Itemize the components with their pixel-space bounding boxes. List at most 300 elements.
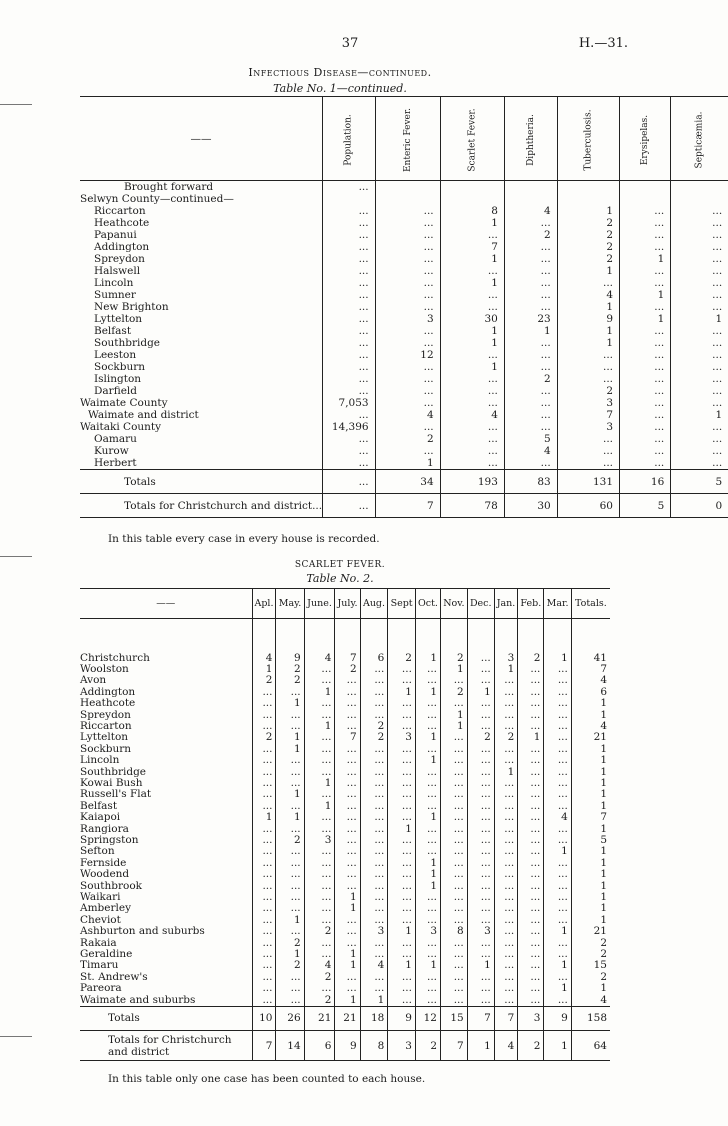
table1-row — [80, 193, 728, 205]
table2-cell: ... — [360, 835, 388, 846]
table2-cell: ... — [360, 778, 388, 789]
table2-cell: ... — [467, 801, 494, 812]
table2-cell: 1 — [415, 960, 440, 971]
table2-cell: 1 — [252, 812, 276, 823]
table2-cell: ... — [544, 938, 571, 949]
table1-place-name: Leeston — [94, 349, 137, 361]
margin-mark — [0, 556, 32, 557]
table2-cell: ... — [441, 744, 468, 755]
table2-row — [80, 869, 610, 880]
table2-place-name: Heathcote — [80, 697, 136, 710]
table1-cell: ... — [440, 289, 504, 301]
table2-spacer-cell — [360, 619, 388, 653]
table2-place-name: Kowai Bush — [80, 776, 143, 789]
table2-spacer-row — [80, 619, 610, 653]
table2-cell: ... — [518, 869, 544, 880]
table1-cell: 7 — [557, 409, 619, 421]
table2-cell: ... — [441, 755, 468, 766]
table2-cell: ... — [360, 858, 388, 869]
table2-cell: 4 — [360, 960, 388, 971]
table2-cell: ... — [276, 903, 304, 914]
table2-cell: ... — [494, 824, 518, 835]
table2-cell: 1 — [415, 812, 440, 823]
table2-row — [80, 983, 610, 994]
table2-spacer-cell — [276, 619, 304, 653]
table1-cell: ... — [440, 373, 504, 385]
table2-cell: ... — [518, 789, 544, 800]
table2-cell: 1 — [335, 892, 360, 903]
table2-cell: 1 — [571, 778, 610, 789]
table1-cell: 1 — [557, 301, 619, 313]
table1-cell: ... — [375, 289, 440, 301]
table1-cell: ... — [504, 277, 557, 289]
table2-cell: ... — [415, 949, 440, 960]
table2-cell: 1 — [571, 983, 610, 994]
table1-cell: 8 — [440, 205, 504, 217]
table2-cell: ... — [494, 744, 518, 755]
table2-row — [80, 721, 610, 732]
table2-cell: ... — [335, 869, 360, 880]
table2-cell: ... — [252, 824, 276, 835]
table2-place-name: Addington — [80, 685, 136, 698]
table2-cell: ... — [388, 744, 416, 755]
table2-cell: 1 — [467, 960, 494, 971]
table2-cell: 2 — [518, 653, 544, 664]
table2-cell: ... — [544, 744, 571, 755]
table2-place-name: Ashburton and suburbs — [80, 925, 205, 938]
table1-cell: ... — [323, 277, 375, 289]
table2-cell: ... — [304, 903, 335, 914]
table1-cell: 9 — [557, 313, 619, 325]
table2-cell: ... — [494, 949, 518, 960]
table1-cell: ... — [375, 445, 440, 457]
table2-cell: ... — [518, 835, 544, 846]
table2-cell: ... — [252, 881, 276, 892]
table2-cell: 1 — [304, 801, 335, 812]
table1-cell: ... — [557, 277, 619, 289]
table1-place-name: Totals — [80, 470, 323, 494]
table2-cell: 1 — [388, 824, 416, 835]
table2-cell: ... — [544, 664, 571, 675]
table2-cell: ... — [467, 675, 494, 686]
table1-cell: ... — [323, 181, 375, 194]
table1-cell: ... — [504, 361, 557, 373]
table2-cell: 1 — [415, 732, 440, 743]
table2-cell: ... — [360, 755, 388, 766]
table2-cell: ... — [441, 789, 468, 800]
table2-cell: ... — [544, 698, 571, 709]
table1-col-header: Erysipelas. — [620, 97, 671, 181]
table1-cell: ... — [620, 373, 671, 385]
table1-cell: ... — [620, 217, 671, 229]
table1-cell: 2 — [557, 253, 619, 265]
table1-cell: ... — [440, 397, 504, 409]
table2-cell: 21 — [571, 732, 610, 743]
table2-cell: ... — [467, 824, 494, 835]
table1-cell: ... — [671, 373, 728, 385]
table2-cell: 1 — [304, 721, 335, 732]
table2-cell: ... — [388, 858, 416, 869]
table2-cell: ... — [518, 675, 544, 686]
table2-row — [80, 755, 610, 766]
table1-cell: ... — [323, 385, 375, 397]
table2-place-name: Rangiora — [80, 822, 129, 835]
table1-cell: ... — [671, 325, 728, 337]
table2-cell: ... — [276, 881, 304, 892]
table2-col-header: Totals. — [571, 589, 610, 619]
table2-cell: ... — [518, 824, 544, 835]
table2-cell: ... — [415, 767, 440, 778]
table2-col-header: June. — [304, 589, 335, 619]
table2-cell: ... — [494, 881, 518, 892]
table2-cell: ... — [388, 721, 416, 732]
table1-place-name: Darfield — [94, 385, 137, 397]
table2-cell: 1 — [388, 687, 416, 698]
margin-mark — [0, 104, 32, 105]
table2-place-name: Totals for Christchurch and district — [80, 1031, 252, 1061]
table2-cell: ... — [360, 949, 388, 960]
table2-cell: 1 — [544, 983, 571, 994]
table2-cell: 1 — [415, 869, 440, 880]
table2-cell: ... — [494, 698, 518, 709]
table2-cell: ... — [494, 687, 518, 698]
table2-col-header: Apl. — [252, 589, 276, 619]
table2-cell: ... — [544, 995, 571, 1007]
table1-cell — [620, 193, 671, 205]
table2-cell: 2 — [415, 1031, 440, 1061]
table2-cell: ... — [494, 960, 518, 971]
table2-cell: ... — [276, 824, 304, 835]
table1-cell: 1 — [440, 277, 504, 289]
table1-cell: ... — [375, 337, 440, 349]
table2-cell: ... — [544, 949, 571, 960]
table1-place-name: Islington — [94, 373, 142, 385]
table1-cell: 83 — [504, 470, 557, 494]
table2-cell: ... — [276, 767, 304, 778]
table1-row — [80, 470, 728, 494]
table1-cell: 1 — [375, 457, 440, 470]
table2-spacer-cell — [335, 619, 360, 653]
table2-cell: ... — [441, 972, 468, 983]
table2-place-name: Amberley — [80, 902, 131, 915]
table2-cell: ... — [304, 710, 335, 721]
table1-cell: ... — [440, 265, 504, 277]
table2-cell: ... — [388, 949, 416, 960]
table2-cell: 21 — [335, 1007, 360, 1031]
table1-cell: 1 — [504, 325, 557, 337]
table2-cell: 1 — [441, 710, 468, 721]
table1-cell: ... — [504, 217, 557, 229]
table1-cell: 1 — [440, 325, 504, 337]
table2-col-header: Jan. — [494, 589, 518, 619]
table2-cell: ... — [388, 892, 416, 903]
table2-place-name: Belfast — [80, 799, 118, 812]
table2-cell: ... — [335, 755, 360, 766]
table2-cell: ... — [388, 710, 416, 721]
table2-cell: 18 — [360, 1007, 388, 1031]
table2-cell: ... — [304, 938, 335, 949]
table2-cell: ... — [252, 903, 276, 914]
table2-place-name: Southbrook — [80, 879, 143, 892]
table2-cell: 2 — [441, 687, 468, 698]
table2-cell: ... — [335, 789, 360, 800]
table2-cell: ... — [467, 869, 494, 880]
table2-cell: ... — [388, 664, 416, 675]
table2-cell: 3 — [360, 926, 388, 937]
table1-cell: ... — [375, 253, 440, 265]
table2-cell: ... — [252, 835, 276, 846]
table1-cell: ... — [440, 457, 504, 470]
table2-cell: ... — [415, 778, 440, 789]
table1-row — [80, 397, 728, 409]
table2-cell: ... — [441, 767, 468, 778]
table1-cell: ... — [375, 265, 440, 277]
table2-cell: ... — [518, 778, 544, 789]
table2-cell: ... — [335, 881, 360, 892]
table2-cell: 1 — [571, 698, 610, 709]
table2-cell: ... — [252, 789, 276, 800]
table1-cell: ... — [504, 289, 557, 301]
table1-cell: ... — [375, 361, 440, 373]
table1-cell: 16 — [620, 470, 671, 494]
table1-place-name: Spreydon — [94, 253, 145, 265]
table2-cell: 1 — [276, 732, 304, 743]
table1-cell: 0 — [671, 494, 728, 518]
table2-cell: 3 — [304, 835, 335, 846]
table1-cell: ... — [504, 241, 557, 253]
table2-cell: ... — [518, 983, 544, 994]
table2-cell: ... — [494, 972, 518, 983]
table1-cell: ... — [375, 397, 440, 409]
table1-cell: ... — [504, 301, 557, 313]
table2-cell: ... — [467, 835, 494, 846]
table2-cell: ... — [441, 698, 468, 709]
table2-cell: 4 — [252, 653, 276, 664]
table2-cell: ... — [415, 835, 440, 846]
table1-cell: ... — [557, 457, 619, 470]
table1-place-name: Papanui — [94, 229, 137, 241]
table2-cell: 1 — [360, 995, 388, 1007]
table1-cell: 5 — [620, 494, 671, 518]
table1-cell: 4 — [557, 289, 619, 301]
table2-cell: ... — [304, 767, 335, 778]
table2-cell: ... — [415, 789, 440, 800]
table2-cell: ... — [360, 664, 388, 675]
table2-cell: ... — [276, 995, 304, 1007]
table1-cell: 2 — [557, 241, 619, 253]
table2-cell: ... — [252, 972, 276, 983]
table2-cell: 1 — [415, 687, 440, 698]
table2-place-name: Southbridge — [80, 765, 147, 778]
table2-place-name: Lincoln — [80, 754, 120, 767]
table2-cell: ... — [494, 755, 518, 766]
table2-cell: 2 — [571, 949, 610, 960]
table2-cell: 8 — [441, 926, 468, 937]
table2-row — [80, 926, 610, 937]
table2-cell: 3 — [388, 732, 416, 743]
table1-cell: ... — [375, 277, 440, 289]
table1-place-name: Oamaru — [94, 433, 137, 445]
table1-cell: 60 — [557, 494, 619, 518]
table2-cell: ... — [544, 721, 571, 732]
table1-cell: ... — [440, 385, 504, 397]
table1-place-name: Totals for Christchurch and district... — [80, 494, 323, 518]
table1-cell: 131 — [557, 470, 619, 494]
table2-cell: ... — [494, 710, 518, 721]
table1-cell: ... — [557, 445, 619, 457]
table1-cell: ... — [323, 457, 375, 470]
table2-cell: 2 — [276, 664, 304, 675]
table1-place-name: Belfast — [94, 325, 132, 337]
table2-cell: 1 — [571, 846, 610, 857]
table2-cell: ... — [494, 892, 518, 903]
table2-cell: ... — [335, 767, 360, 778]
table2-cell: ... — [467, 903, 494, 914]
margin-mark — [0, 1036, 32, 1037]
table1-cell: ... — [620, 205, 671, 217]
table2-cell: ... — [388, 995, 416, 1007]
table2-cell: 1 — [304, 687, 335, 698]
table2-cell: ... — [494, 915, 518, 926]
table1-cell: ... — [620, 301, 671, 313]
table2-cell: ... — [335, 744, 360, 755]
table2-cell: ... — [441, 835, 468, 846]
table2-cell: ... — [467, 972, 494, 983]
table2-cell: ... — [276, 869, 304, 880]
table1-place-name: New Brighton — [94, 301, 169, 313]
table2-cell: ... — [415, 824, 440, 835]
table2-cell: 3 — [415, 926, 440, 937]
table2-cell: ... — [415, 903, 440, 914]
table2-cell: 41 — [571, 653, 610, 664]
table2-cell: ... — [388, 812, 416, 823]
table2-cell: 21 — [304, 1007, 335, 1031]
table1-cell: ... — [323, 241, 375, 253]
table2-cell: 1 — [388, 926, 416, 937]
table2-cell: ... — [544, 892, 571, 903]
table2-cell: ... — [388, 869, 416, 880]
table1-cell: ... — [375, 205, 440, 217]
table2-cell: ... — [252, 949, 276, 960]
table2-cell: ... — [252, 767, 276, 778]
table1-row — [80, 325, 728, 337]
table2-cell: ... — [252, 960, 276, 971]
table2-cell: ... — [252, 687, 276, 698]
table1-cell: ... — [440, 301, 504, 313]
table2-cell: 7 — [494, 1007, 518, 1031]
table1-body — [80, 181, 728, 518]
table2-cell: ... — [335, 675, 360, 686]
table2-cell: 4 — [544, 812, 571, 823]
table1-row — [80, 349, 728, 361]
table2-cell: ... — [518, 915, 544, 926]
table1-row — [80, 361, 728, 373]
table1-row — [80, 409, 728, 421]
table2-cell: ... — [544, 801, 571, 812]
table2-cell: 158 — [571, 1007, 610, 1031]
table1-row — [80, 445, 728, 457]
table2-cell: 4 — [304, 960, 335, 971]
table1-cell: ... — [375, 385, 440, 397]
table2-cell: 2 — [360, 721, 388, 732]
table1-cell: ... — [620, 457, 671, 470]
table2-cell: 1 — [571, 903, 610, 914]
table2-col-header: Nov. — [441, 589, 468, 619]
table2-cell: ... — [467, 698, 494, 709]
table1-row — [80, 253, 728, 265]
table2-cell: ... — [252, 983, 276, 994]
table1-row — [80, 433, 728, 445]
table2-cell: ... — [388, 767, 416, 778]
table2-cell: ... — [467, 767, 494, 778]
table2-cell: ... — [335, 687, 360, 698]
table1-cell: 1 — [440, 253, 504, 265]
table2-cell: ... — [518, 858, 544, 869]
table2-cell: ... — [276, 926, 304, 937]
table2-cell: 6 — [360, 653, 388, 664]
table2-cell: ... — [518, 960, 544, 971]
table1-place-name: Selwyn County—continued— — [80, 193, 234, 205]
table2-cell: ... — [252, 778, 276, 789]
table2-cell: ... — [415, 972, 440, 983]
table1-cell: 5 — [671, 470, 728, 494]
table2-cell: 15 — [571, 960, 610, 971]
table2-cell: ... — [276, 687, 304, 698]
table2-cell: ... — [304, 892, 335, 903]
table1-cell — [620, 181, 671, 194]
table2-place-name: Christchurch — [80, 651, 150, 664]
table1-cell: ... — [323, 265, 375, 277]
table2-cell: ... — [441, 778, 468, 789]
table2-cell: 2 — [494, 732, 518, 743]
table2-cell: 9 — [335, 1031, 360, 1061]
table2-cell: 1 — [571, 767, 610, 778]
table2-cell: ... — [360, 983, 388, 994]
table2-cell: ... — [415, 915, 440, 926]
table2-row — [80, 812, 610, 823]
scarlet-fever-table — [80, 588, 610, 1061]
table2-col-header: Mar. — [544, 589, 571, 619]
table2-col-header: May. — [276, 589, 304, 619]
table2-cell: ... — [388, 801, 416, 812]
table2-cell: 1 — [544, 960, 571, 971]
table1-caption: Infectious Disease—continued. — [248, 66, 432, 79]
table1-cell: 1 — [620, 289, 671, 301]
table1-cell: ... — [323, 217, 375, 229]
table2-cell: 1 — [571, 789, 610, 800]
table2-cell: ... — [335, 710, 360, 721]
table2-cell: 1 — [467, 687, 494, 698]
table1-cell: ... — [620, 445, 671, 457]
table2-cell: ... — [360, 824, 388, 835]
table2-cell: ... — [360, 675, 388, 686]
table2-cell: ... — [252, 995, 276, 1007]
table2-body — [80, 619, 610, 1061]
table2-cell: ... — [276, 778, 304, 789]
table1-cell: ... — [323, 349, 375, 361]
table1-cell — [504, 193, 557, 205]
table2-cell: 14 — [276, 1031, 304, 1061]
table1-cell: 4 — [375, 409, 440, 421]
table2-cell: ... — [335, 983, 360, 994]
table2-cell: 2 — [252, 732, 276, 743]
table1-cell: 1 — [620, 313, 671, 325]
table2-cell: ... — [518, 972, 544, 983]
table1-cell: 1 — [620, 253, 671, 265]
table1-cell — [440, 193, 504, 205]
table2-cell: ... — [518, 744, 544, 755]
table2-cell: 4 — [571, 995, 610, 1007]
